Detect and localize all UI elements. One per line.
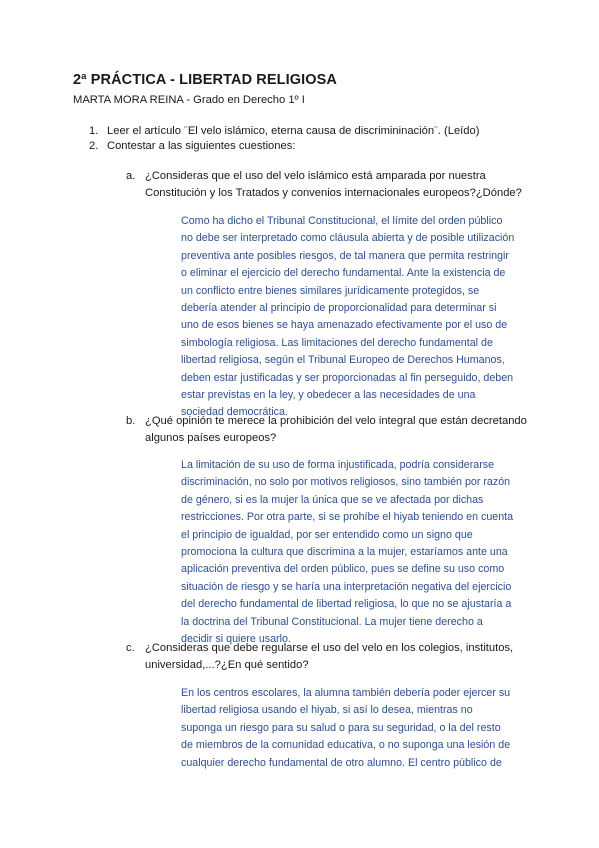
- answer-line: de género, si es la mujer la única que se ve afectada por dichas: [181, 493, 484, 506]
- document-subtitle: MARTA MORA REINA - Grado en Derecho 1º I: [73, 94, 305, 106]
- document-title: 2ª PRÁCTICA - LIBERTAD RELIGIOSA: [73, 72, 337, 88]
- answer-line: un conflicto entre bienes similares jurídicamente protegidos, se: [181, 284, 480, 297]
- answer-line: situación de riesgo y se haría una interpretación negativa del ejercicio: [181, 580, 512, 593]
- answer-line: En los centros escolares, la alumna también debería poder ejercer su: [181, 687, 511, 699]
- answer-line: promociona la cultura que discrimina a la mujer, estaríamos ante una: [181, 546, 508, 559]
- question-a: [126, 168, 546, 202]
- question-letter: c.: [126, 642, 135, 654]
- answer-line: sociedad democrática.: [181, 406, 288, 419]
- answer-line: libertad religiosa usando el hiyab, si así lo desea, mientras no: [181, 704, 473, 717]
- answer-b: [181, 457, 539, 648]
- answer-line: no debe ser interpretado como cláusula abierta y de posible utilización: [181, 232, 515, 245]
- answer-line: cualquier derecho fundamental de otro alumno. El centro público de: [181, 756, 502, 769]
- list-item-1: [89, 124, 479, 138]
- answer-line: suponga un riesgo para su salud o para su seguridad, o la del resto: [181, 721, 501, 734]
- answer-line: preventiva ante posibles riesgos, de tal manera que permita restringir: [181, 249, 509, 262]
- answer-line: discriminación, no solo por motivos religiosos, sino también por razón: [181, 476, 511, 489]
- list-item-number: 2.: [89, 140, 99, 152]
- answer-line: del derecho fundamental de libertad religiosa, lo que no se ajustaría a: [181, 598, 512, 611]
- answer-line: debería atender al principio de proporcionalidad para determinar si: [181, 302, 497, 315]
- answer-line: uno de esos bienes se haya amenazado efectivamente por el uso de: [181, 319, 508, 332]
- answer-line: aplicación preventiva del orden público, pues se define su uso como: [181, 563, 505, 576]
- answer-line: Como ha dicho el Tribunal Constitucional, el límite del orden público: [181, 215, 503, 227]
- question-text: ¿Consideras que el uso del velo islámico está amparada por nuestra Constitución y los Tratados y convenios internacionales europeos?¿Dónde?: [145, 170, 522, 199]
- answer-line: deben estar justificadas y ser proporcionadas al fin perseguido, deben: [181, 371, 514, 384]
- answer-a: [181, 213, 539, 422]
- answer-line: el principio de igualdad, por ser entendido como un signo que: [181, 528, 473, 541]
- answer-line: de miembros de la comunidad educativa, o no suponga una lesión de: [181, 739, 511, 752]
- list-item-text: Contestar a las siguientes cuestiones:: [107, 140, 296, 152]
- question-letter: a.: [126, 170, 136, 182]
- list-item-2: [89, 139, 295, 153]
- question-text: ¿Qué opinión te merece la prohibición del velo integral que están decretando algunos países europeos?: [145, 415, 527, 444]
- question-text: ¿Consideras que debe regularse el uso del velo en los colegios, institutos, universidad,...?¿En qué sentido?: [145, 642, 514, 671]
- answer-line: La limitación de su uso de forma injustificada, podría considerarse: [181, 459, 495, 471]
- answer-c: [181, 685, 539, 772]
- answer-line: la doctrina del Tribunal Constitucional. La mujer tiene derecho a: [181, 615, 483, 628]
- answer-line: simbología religiosa. Las limitaciones del derecho fundamental de: [181, 336, 493, 349]
- answer-line: decidir si quiere usarlo.: [181, 633, 291, 646]
- answer-line: o eliminar el ejercicio del derecho fundamental. Ante la existencia de: [181, 267, 506, 280]
- question-b: [126, 413, 546, 447]
- question-letter: b.: [126, 415, 136, 427]
- answer-line: estar previstas en la ley, y obedecer a las necesidades de una: [181, 389, 476, 402]
- question-c: [126, 640, 546, 674]
- list-item-number: 1.: [89, 125, 99, 137]
- answer-line: restricciones. Por otra parte, si se prohíbe el hiyab teniendo en cuenta: [181, 511, 514, 524]
- list-item-text: Leer el artículo ¨El velo islámico, eterna causa de discrimininación¨. (Leído): [107, 125, 480, 137]
- answer-line: libertad religiosa, según el Tribunal Europeo de Derechos Humanos,: [181, 354, 505, 367]
